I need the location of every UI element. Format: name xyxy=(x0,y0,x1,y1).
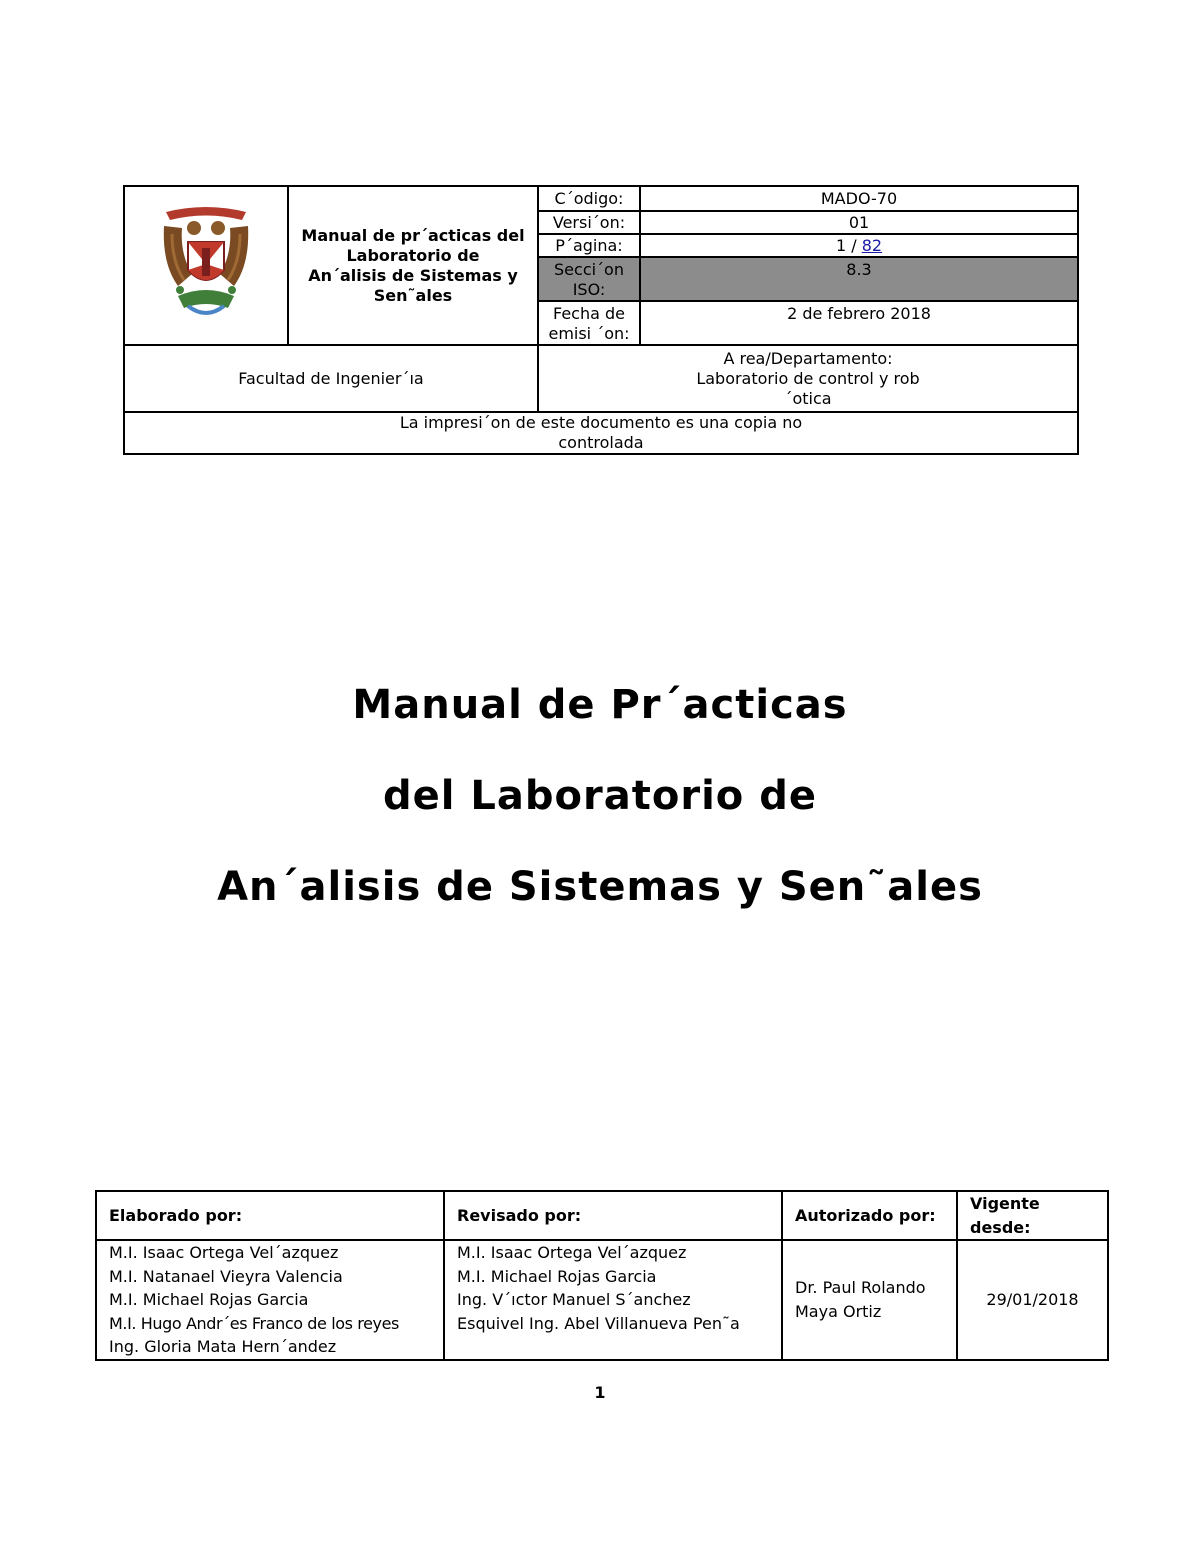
elaborado-header: Elaborado por: xyxy=(96,1191,444,1240)
vigente-header: Vigente desde: xyxy=(957,1191,1108,1240)
pagina-value: 1 / 82 xyxy=(640,234,1078,257)
approval-signature-table xyxy=(95,1190,1107,1356)
faculty-cell: Facultad de Ingenier´ıa xyxy=(124,345,538,412)
elaborado-names: M.I. Isaac Ortega Vel´azquez M.I. Natanael Vieyra Valencia M.I. Michael Rojas Garcia M.I. Hugo Andr´es Franco de los reyes Ing. Gloria Mata Hern´andez xyxy=(96,1240,444,1360)
seccion-iso-label: Secci´on ISO: xyxy=(538,257,640,301)
version-label: Versi´on: xyxy=(538,211,640,234)
fecha-emision-value: 2 de febrero 2018 xyxy=(640,301,1078,345)
print-notice-cell: La impresi´on de este documento es una copia no controlada xyxy=(124,412,1078,454)
codigo-value: MADO-70 xyxy=(640,186,1078,211)
unam-engineering-logo-cell xyxy=(124,186,288,345)
main-title-line-2: del Laboratorio de xyxy=(383,773,817,819)
seccion-iso-value: 8.3 xyxy=(640,257,1078,301)
main-title-line-1: Manual de Pr´acticas xyxy=(352,682,848,728)
fecha-emision-label: Fecha de emisi ´on: xyxy=(538,301,640,345)
revisado-names: M.I. Isaac Ortega Vel´azquez M.I. Michael Rojas Garcia Ing. V´ıctor Manuel S´anchez Esquivel Ing. Abel Villanueva Pen˜a xyxy=(444,1240,782,1360)
engineering-crest-logo xyxy=(158,204,254,322)
pagina-label: P´agina: xyxy=(538,234,640,257)
header-manual-title: Manual de pr´acticas del Laboratorio de An´alisis de Sistemas y Sen˜ales xyxy=(288,186,538,345)
version-value: 01 xyxy=(640,211,1078,234)
revisado-header: Revisado por: xyxy=(444,1191,782,1240)
codigo-label: C´odigo: xyxy=(538,186,640,211)
total-pages-link[interactable]: 82 xyxy=(861,235,883,255)
main-title-line-3: An´alisis de Sistemas y Sen˜ales xyxy=(217,864,983,910)
document-header-table xyxy=(123,185,1077,452)
page-number: 1 xyxy=(594,1383,606,1402)
vigente-date: 29/01/2018 xyxy=(957,1240,1108,1360)
autorizado-names: Dr. Paul Rolando Maya Ortiz xyxy=(782,1240,957,1360)
area-department-cell: A rea/Departamento: Laboratorio de control y rob ´otica xyxy=(538,345,1078,412)
autorizado-header: Autorizado por: xyxy=(782,1191,957,1240)
